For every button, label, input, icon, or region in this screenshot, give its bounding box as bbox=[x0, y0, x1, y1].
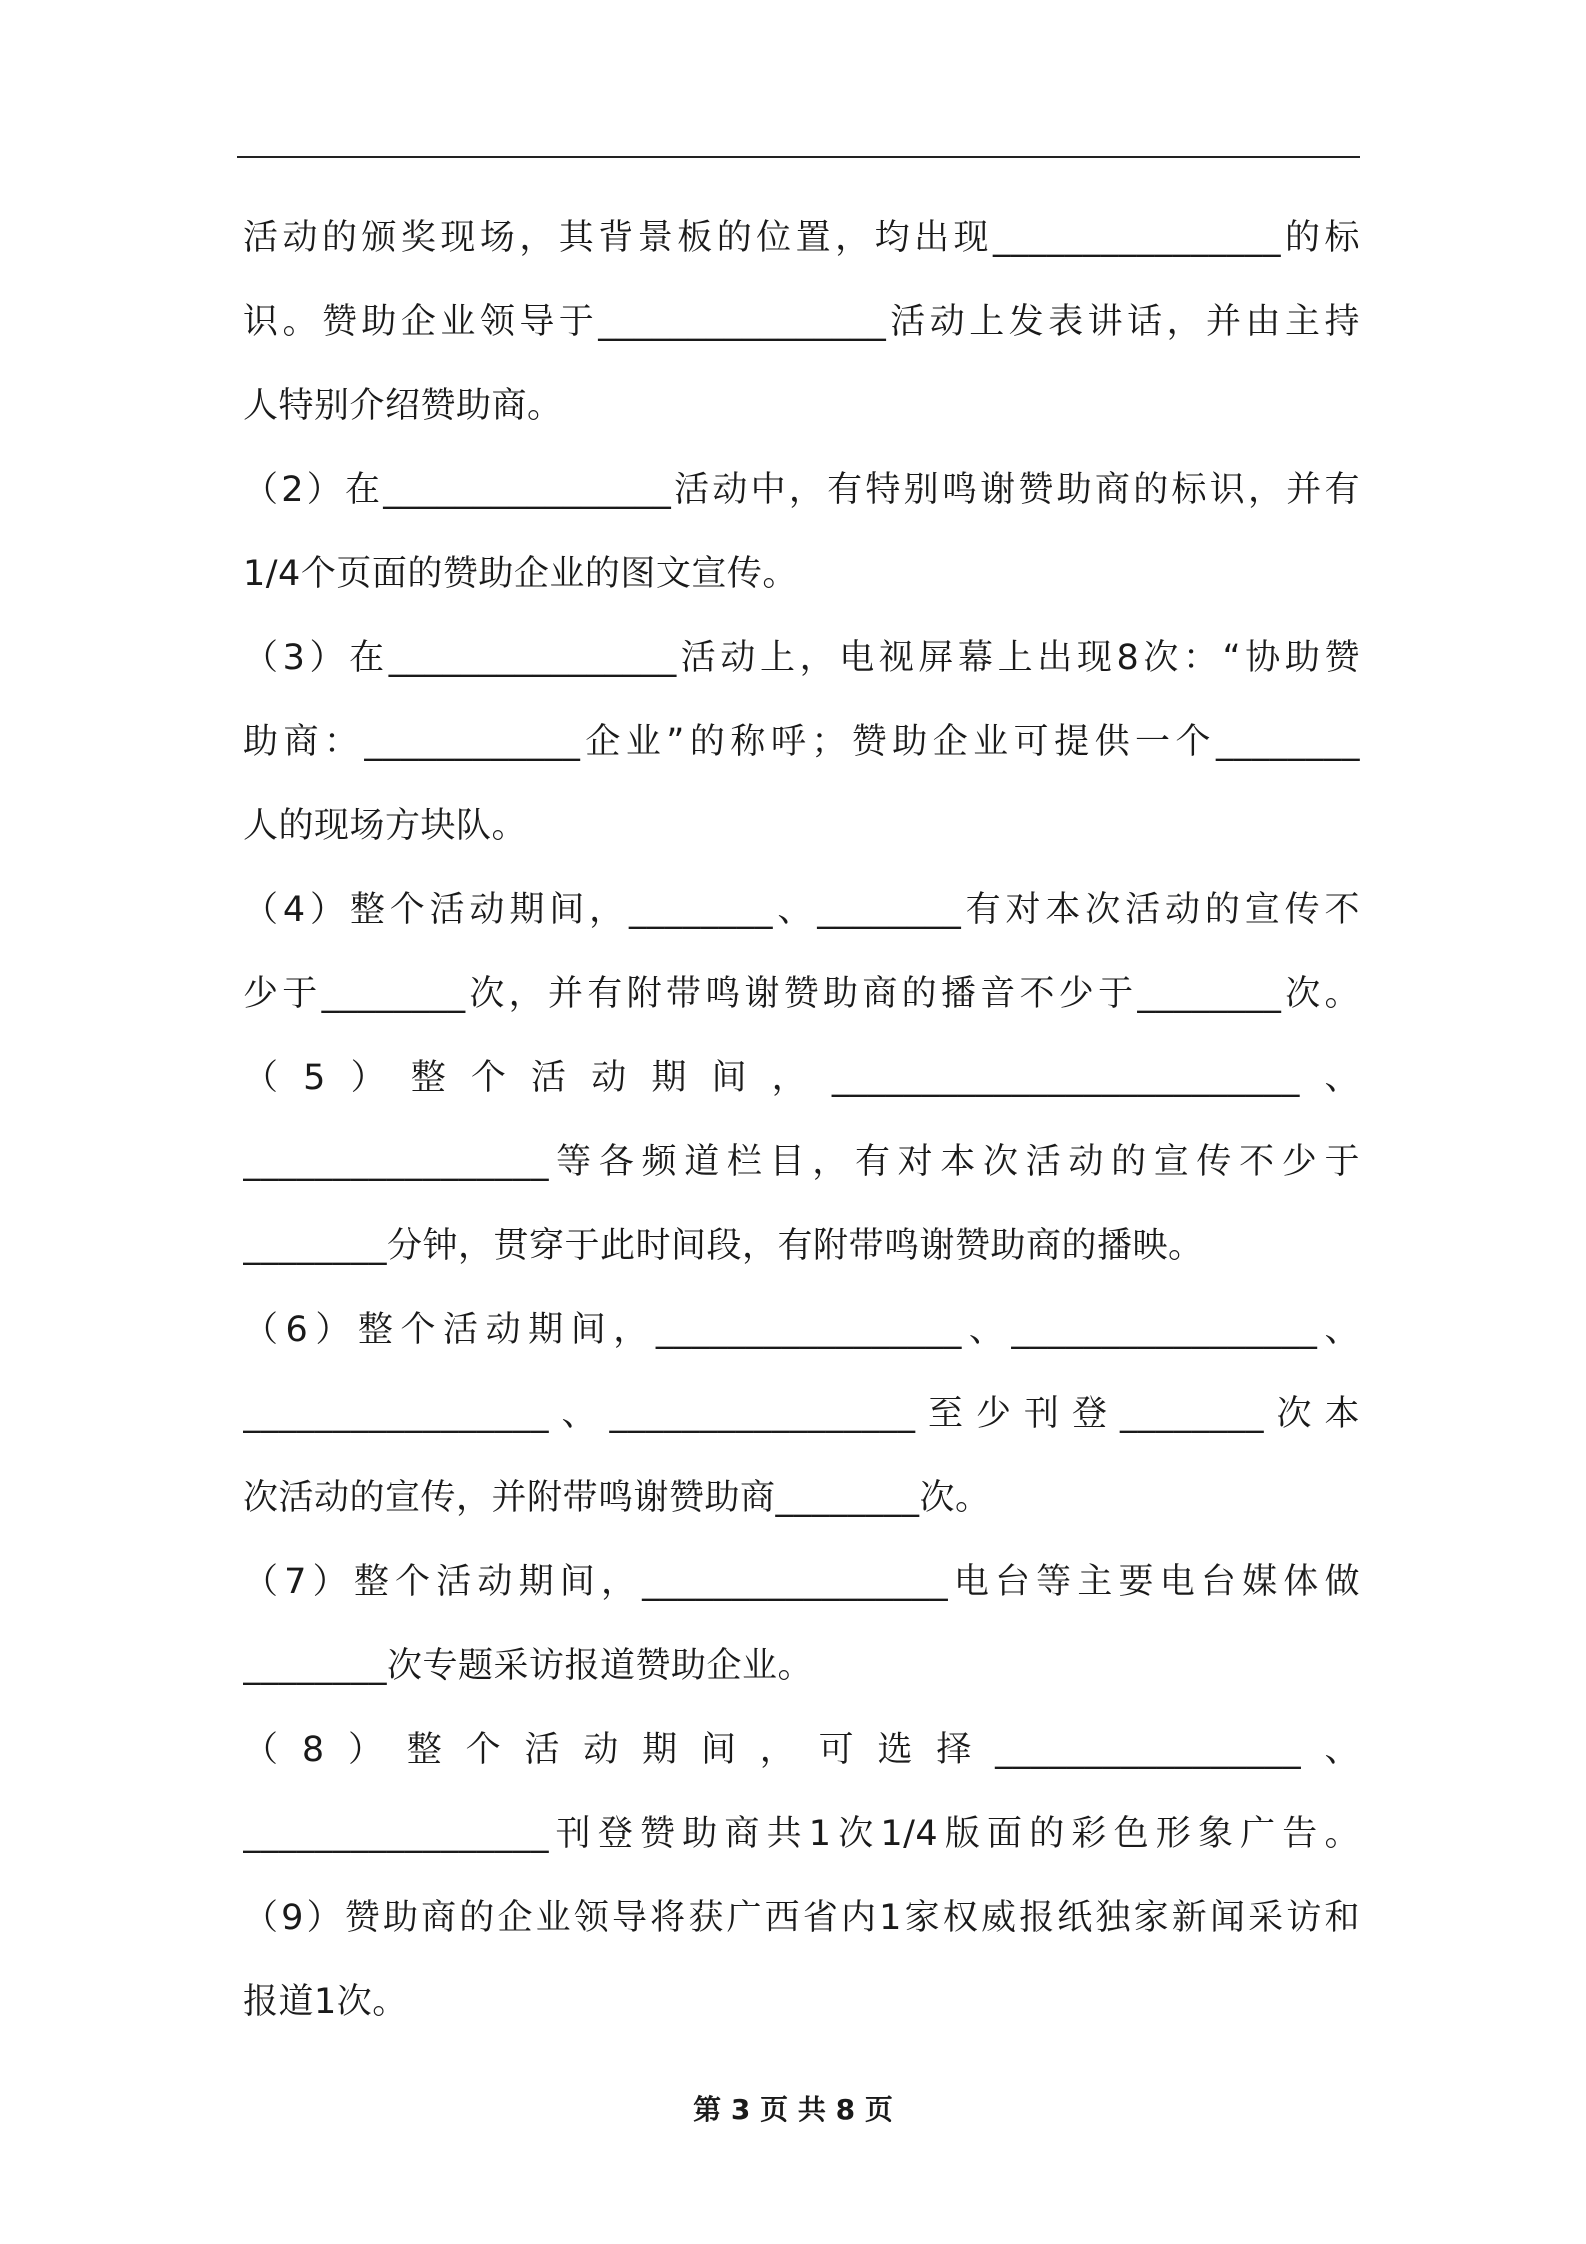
document-body bbox=[243, 196, 1360, 2044]
text-line: （3）在________________活动上，电视屏幕上出现8次：“协助赞 bbox=[243, 638, 1360, 678]
text-line: ________分钟，贯穿于此时间段，有附带鸣谢赞助商的播映。 bbox=[243, 1226, 1204, 1266]
text-line: （7）整个活动期间，_________________电台等主要电台媒体做 bbox=[243, 1562, 1360, 1602]
text-line: 活动的颁奖现场，其背景板的位置，均出现________________的标 bbox=[243, 218, 1360, 258]
text-line: 人的现场方块队。 bbox=[243, 806, 528, 846]
text-line: 1/4个页面的赞助企业的图文宣传。 bbox=[243, 554, 798, 594]
text-line: 次活动的宣传，并附带鸣谢赞助商________次。 bbox=[243, 1478, 991, 1518]
text-line: （8）整个活动期间，可选择_________________、 bbox=[243, 1730, 1360, 1770]
text-line: （5）整个活动期间，__________________________、 bbox=[243, 1058, 1360, 1098]
text-line: 报道1次。 bbox=[243, 1982, 408, 2022]
page-number-footer: 第 3 页 共 8 页 bbox=[693, 2093, 893, 2126]
text-line: （2）在________________活动中，有特别鸣谢赞助商的标识，并有 bbox=[243, 470, 1360, 510]
text-line: （6）整个活动期间，_________________、_________________、 bbox=[243, 1310, 1360, 1350]
text-line: 识。赞助企业领导于________________活动上发表讲话，并由主持 bbox=[243, 302, 1360, 342]
header-rule bbox=[237, 156, 1360, 158]
text-line: （9）赞助商的企业领导将获广西省内1家权威报纸独家新闻采访和 bbox=[243, 1898, 1360, 1938]
text-line: 助商：____________企业”的称呼；赞助企业可提供一个________ bbox=[243, 722, 1360, 762]
text-line: _________________刊登赞助商共1次1/4版面的彩色形象广告。 bbox=[243, 1814, 1360, 1854]
text-line: ________次专题采访报道赞助企业。 bbox=[243, 1646, 814, 1686]
text-line: 少于________次，并有附带鸣谢赞助商的播音不少于________次。 bbox=[243, 974, 1360, 1014]
text-line: _________________、_________________至少刊登________次本 bbox=[243, 1394, 1360, 1434]
text-line: _________________等各频道栏目，有对本次活动的宣传不少于 bbox=[243, 1142, 1360, 1182]
text-line: 人特别介绍赞助商。 bbox=[243, 386, 563, 426]
text-line: （4）整个活动期间，________、________有对本次活动的宣传不 bbox=[243, 890, 1360, 930]
